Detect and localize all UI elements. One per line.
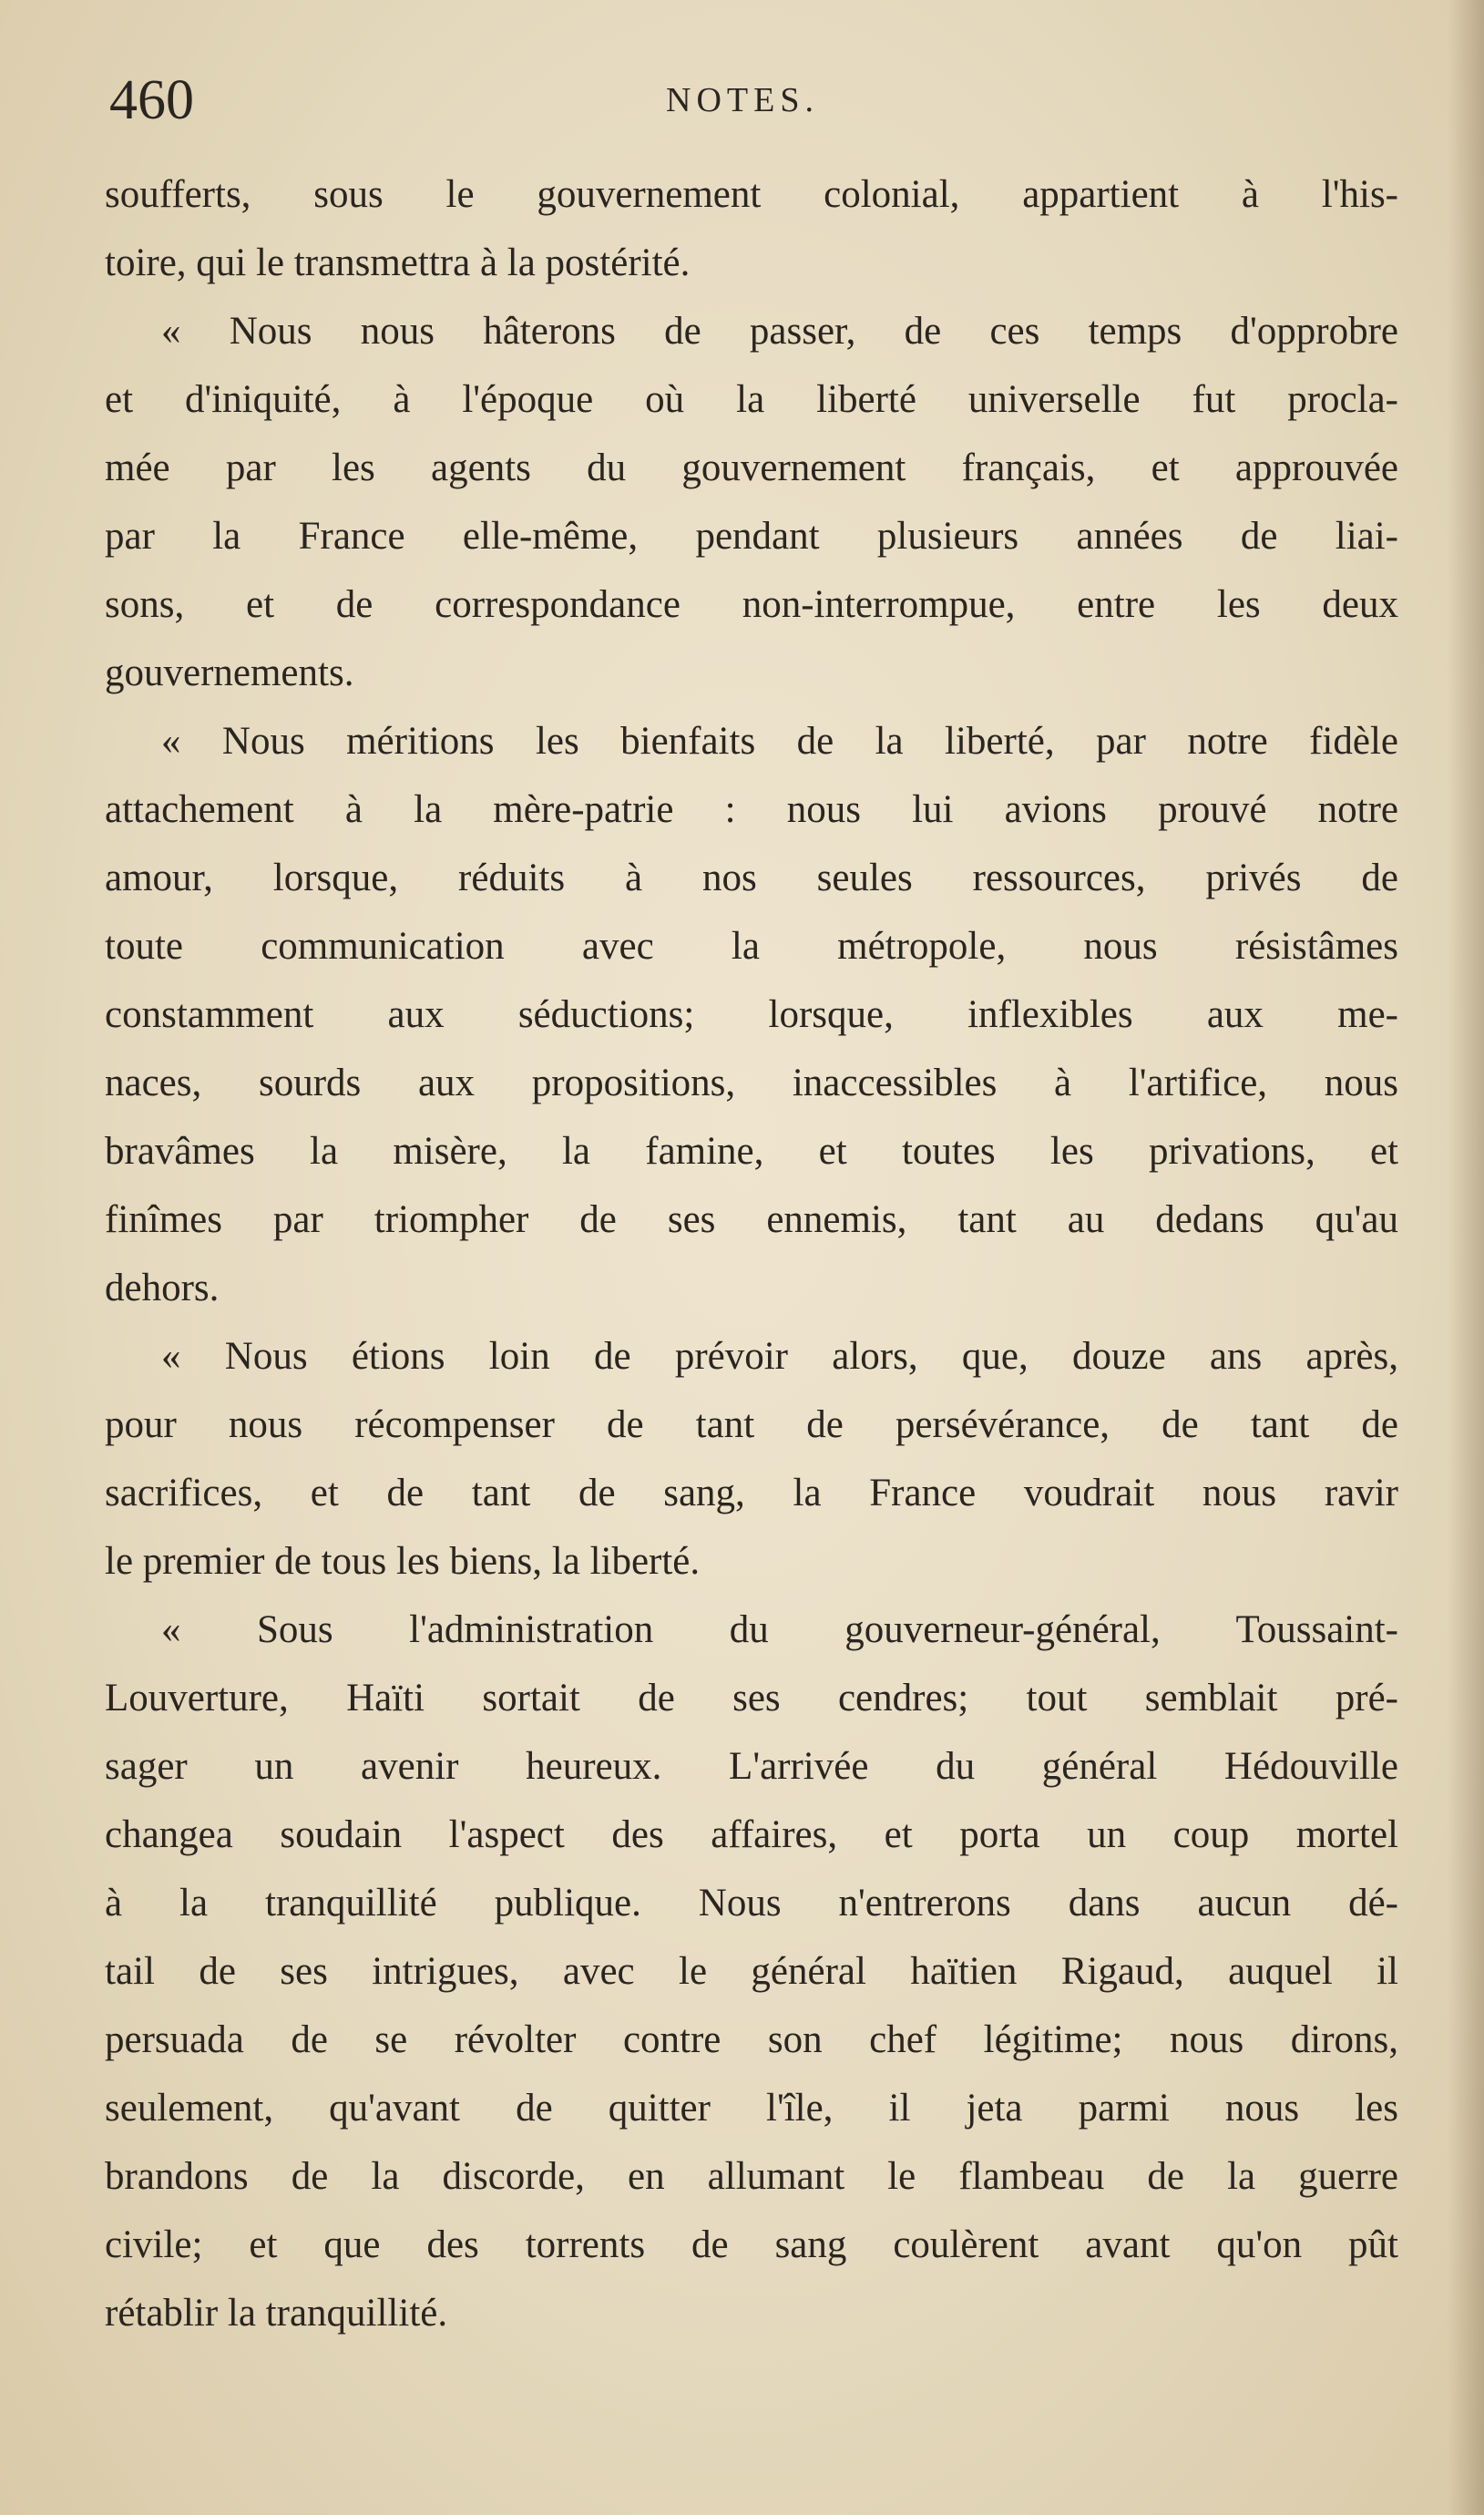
text-line: dehors. bbox=[105, 1267, 220, 1309]
text-line: sons, et de correspondance non-interrompue, entre les deux bbox=[105, 583, 1398, 626]
paragraph-start-line: « Nous étions loin de prévoir alors, que, douze ans après, bbox=[161, 1335, 1398, 1378]
text-line: brandons de la discorde, en allumant le flambeau de la guerre bbox=[105, 2155, 1398, 2198]
text-line: tail de ses intrigues, avec le général haïtien Rigaud, auquel il bbox=[105, 1950, 1398, 1993]
text-line: mée par les agents du gouvernement français, et approuvée bbox=[105, 447, 1398, 489]
text-line: sacrifices, et de tant de sang, la France voudrait nous ravir bbox=[105, 1472, 1398, 1514]
text-line: naces, sourds aux propositions, inaccessibles à l'artifice, nous bbox=[105, 1062, 1398, 1104]
text-line: toire, qui le transmettra à la postérité. bbox=[105, 241, 691, 284]
running-head: NOTES. bbox=[666, 81, 819, 119]
text-line: persuada de se révolter contre son chef légitime; nous dirons, bbox=[105, 2018, 1398, 2061]
body-text bbox=[105, 160, 1398, 2347]
text-line: soufferts, sous le gouvernement colonial, appartient à l'his- bbox=[105, 173, 1398, 216]
text-line: attachement à la mère-patrie : nous lui avions prouvé notre bbox=[105, 788, 1398, 831]
text-line: Louverture, Haïti sortait de ses cendres; tout semblait pré- bbox=[105, 1677, 1398, 1719]
text-line: le premier de tous les biens, la liberté. bbox=[105, 1540, 701, 1583]
text-line: civile; et que des torrents de sang coulèrent avant qu'on pût bbox=[105, 2223, 1398, 2266]
page-header bbox=[109, 64, 1376, 137]
text-line: pour nous récompenser de tant de persévérance, de tant de bbox=[105, 1403, 1398, 1446]
text-line: par la France elle-même, pendant plusieurs années de liai- bbox=[105, 515, 1398, 558]
text-line: sager un avenir heureux. L'arrivée du général Hédouville bbox=[105, 1745, 1398, 1788]
text-line: toute communication avec la métropole, nous résistâmes bbox=[105, 925, 1398, 968]
text-line: changea soudain l'aspect des affaires, et porta un coup mortel bbox=[105, 1813, 1398, 1856]
text-line: finîmes par triompher de ses ennemis, tant au dedans qu'au bbox=[105, 1198, 1398, 1241]
text-line: amour, lorsque, réduits à nos seules ressources, privés de bbox=[105, 857, 1398, 899]
text-line: seulement, qu'avant de quitter l'île, il jeta parmi nous les bbox=[105, 2087, 1398, 2130]
paragraph-start-line: « Sous l'administration du gouverneur-général, Toussaint- bbox=[161, 1608, 1398, 1651]
text-line: rétablir la tranquillité. bbox=[105, 2292, 448, 2335]
text-line: bravâmes la misère, la famine, et toutes les privations, et bbox=[105, 1130, 1398, 1173]
text-line: constamment aux séductions; lorsque, inflexibles aux me- bbox=[105, 993, 1398, 1036]
text-line: et d'iniquité, à l'époque où la liberté universelle fut procla- bbox=[105, 378, 1398, 421]
page-edge-shadow bbox=[1448, 0, 1484, 2515]
paragraph-start-line: « Nous méritions les bienfaits de la liberté, par notre fidèle bbox=[161, 720, 1398, 763]
page-number: 460 bbox=[109, 69, 194, 131]
text-line: à la tranquillité publique. Nous n'entrerons dans aucun dé- bbox=[105, 1882, 1398, 1925]
paragraph-start-line: « Nous nous hâterons de passer, de ces temps d'opprobre bbox=[161, 310, 1398, 353]
text-line: gouvernements. bbox=[105, 652, 354, 694]
